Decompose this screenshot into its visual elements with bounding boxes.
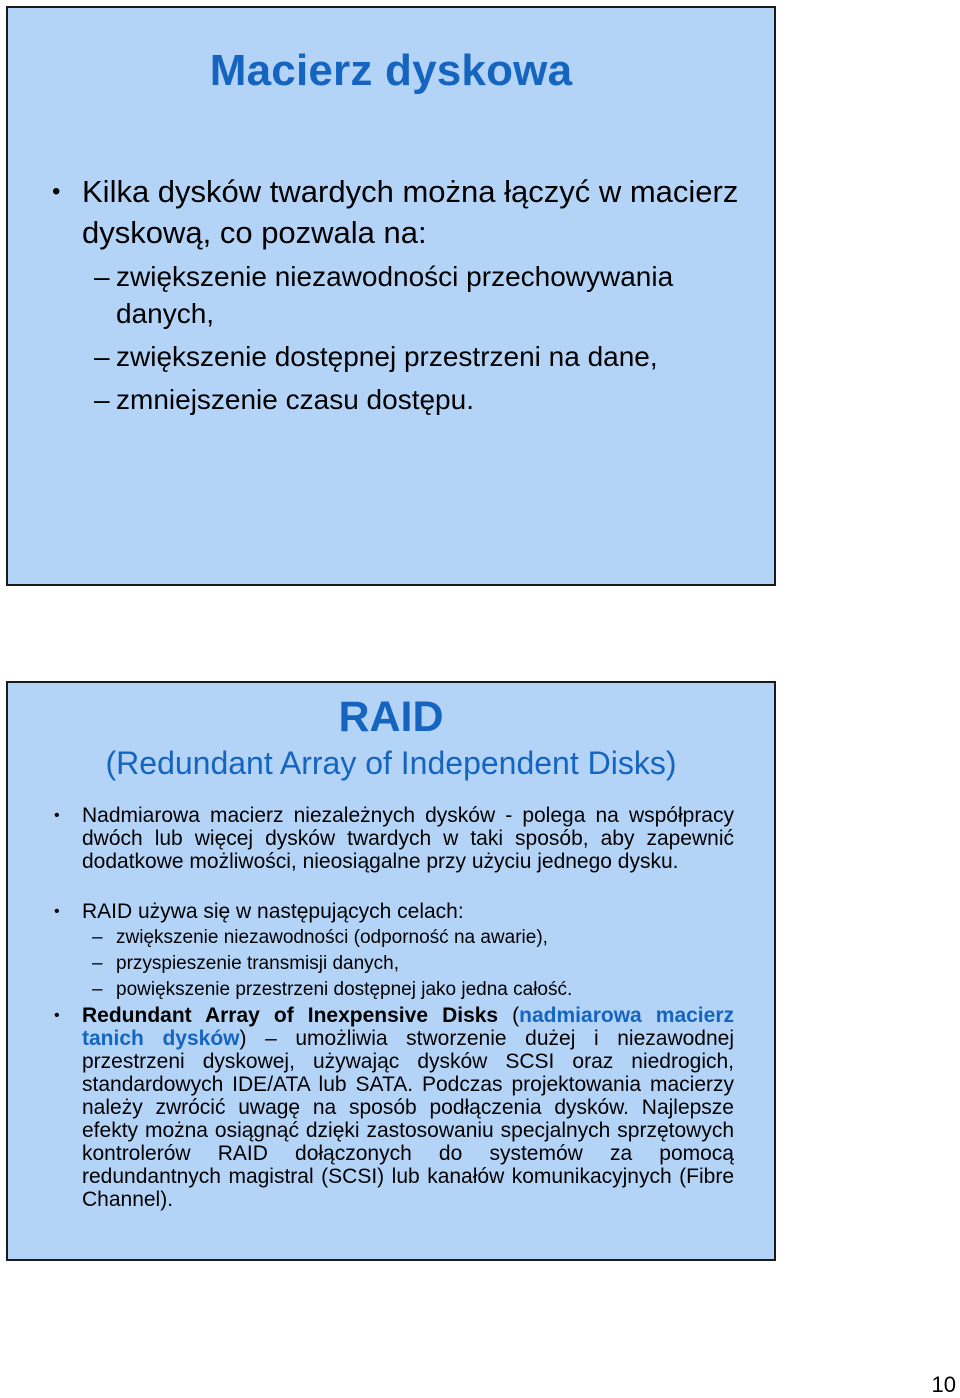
slide-title: Macierz dyskowa (209, 46, 573, 95)
dash-text: zwiększenie niezawodności przechowywania danych, (116, 261, 674, 329)
bullet-item (54, 900, 734, 923)
bullet-item (52, 171, 742, 253)
bullet-item (54, 804, 734, 873)
dash-item (94, 381, 742, 418)
bullet-text: ) – umożliwia stworzenie dużej i niezawodnej przestrzeni dyskowej, używając dysków SCSI oraz niedrogich, standardowych IDE/ATA lub SATA. Podczas projektowania macierzy należy zwrócić uwagę na sposób podłączenia dysków. Najlepsze efekty można osiągnąć dzięki zastosowaniu specjalnych sprzętowych kontrolerów RAID dołączonych do systemów za pomocą redundantnych magistral (SCSI) lub kanałów komunikacyjnych (Fibre Channel). (82, 1027, 734, 1211)
bullet-text: Nadmiarowa macierz niezależnych dysków - polega na współpracy dwóch lub więcej dysków twardych w taki sposób, aby zapewnić dodatkowe możliwości, nieosiągalne przy użyciu jednego dysku. (82, 804, 734, 873)
dash-icon: – (92, 953, 103, 974)
bullet-icon: • (54, 807, 60, 824)
highlight-term: nadmiarowa macierz tanich dysków (82, 1004, 734, 1050)
dash-text: zmniejszenie czasu dostępu. (116, 384, 474, 415)
dash-icon: – (92, 979, 103, 1000)
slide-title: RAID (338, 693, 444, 741)
dash-icon: – (94, 341, 110, 372)
bullet-text: Kilka dysków twardych można łączyć w macierz dyskową, co pozwala na: (82, 174, 739, 250)
dash-item (94, 338, 742, 375)
slide-raid (6, 681, 776, 1261)
dash-icon: – (94, 384, 110, 415)
dash-icon: – (92, 927, 103, 948)
slide-subtitle: (Redundant Array of Independent Disks) (105, 745, 677, 781)
dash-item (92, 977, 736, 1003)
page-number: 10 (931, 1372, 956, 1397)
slide-macierz-dyskowa (6, 6, 776, 586)
dash-item (94, 258, 742, 332)
bullet-item (54, 1004, 734, 1211)
dash-text: zwiększenie niezawodności (odporność na awarie), (116, 927, 548, 948)
bullet-text: RAID używa się w następujących celach: (82, 900, 464, 923)
bullet-icon: • (54, 903, 60, 920)
dash-item (92, 951, 736, 977)
dash-item (92, 925, 736, 951)
dash-text: zwiększenie dostępnej przestrzeni na dane, (116, 341, 658, 372)
dash-icon: – (94, 261, 110, 292)
dash-text: przyspieszenie transmisji danych, (116, 953, 400, 974)
dash-text: powiększenie przestrzeni dostępnej jako jedna całość. (116, 979, 573, 1000)
bullet-icon: • (54, 1007, 60, 1024)
bold-term: Redundant Array of Inexpensive Disks (82, 1004, 499, 1027)
bullet-icon: • (52, 178, 61, 205)
paren-open: ( (498, 1004, 520, 1027)
